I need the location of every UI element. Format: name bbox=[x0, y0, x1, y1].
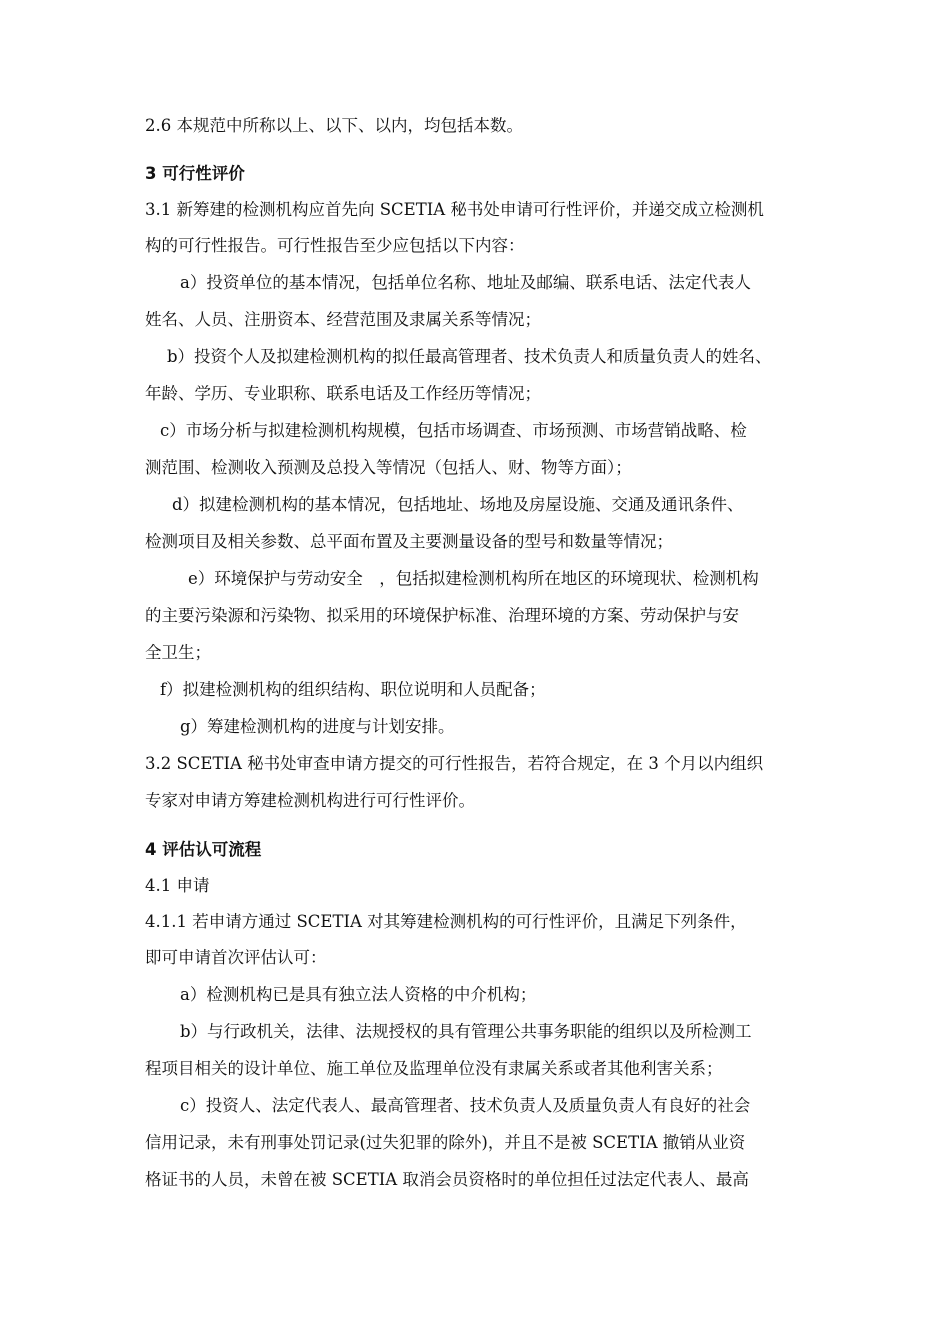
item-a-line-1: a）投资单位的基本情况，包括单位名称、地址及邮编、联系电话、法定代表人 bbox=[180, 273, 751, 292]
clause-3-1-line-1: 3.1 新筹建的检测机构应首先向 SCETIA 秘书处申请可行性评价，并递交成立检测机 bbox=[145, 200, 764, 219]
clause-2-6: 2.6 本规范中所称以上、以下、以内，均包括本数。 bbox=[145, 116, 523, 135]
item-d-line-2: 检测项目及相关参数、总平面布置及主要测量设备的型号和数量等情况； bbox=[145, 532, 673, 551]
item-d-line-1: d）拟建检测机构的基本情况，包括地址、场地及房屋设施、交通及通讯条件、 bbox=[172, 495, 744, 514]
condition-c-line-3: 格证书的人员，未曾在被 SCETIA 取消会员资格时的单位担任过法定代表人、最高 bbox=[145, 1170, 749, 1189]
item-g: g）筹建检测机构的进度与计划安排。 bbox=[180, 717, 455, 736]
item-b-line-1: b）投资个人及拟建检测机构的拟任最高管理者、技术负责人和质量负责人的姓名、 bbox=[167, 347, 772, 366]
clause-3-2-line-2: 专家对申请方筹建检测机构进行可行性评价。 bbox=[145, 791, 475, 810]
clause-4-1-1-line-1: 4.1.1 若申请方通过 SCETIA 对其筹建检测机构的可行性评价，且满足下列条件， bbox=[145, 912, 747, 931]
item-e-line-2: 的主要污染源和污染物、拟采用的环境保护标准、治理环境的方案、劳动保护与安 bbox=[145, 606, 739, 625]
clause-4-1: 4.1 申请 bbox=[145, 876, 210, 895]
section-4-heading: 4 评估认可流程 bbox=[145, 840, 262, 859]
item-c-line-2: 测范围、检测收入预测及总投入等情况（包括人、财、物等方面）； bbox=[145, 458, 632, 477]
condition-b-line-2: 程项目相关的设计单位、施工单位及监理单位没有隶属关系或者其他利害关系； bbox=[145, 1059, 723, 1078]
item-f: f）拟建检测机构的组织结构、职位说明和人员配备； bbox=[160, 680, 546, 699]
clause-4-1-1-line-2: 即可申请首次评估认可： bbox=[145, 948, 327, 967]
section-3-heading: 3 可行性评价 bbox=[145, 164, 245, 183]
condition-c-line-2: 信用记录，未有刑事处罚记录(过失犯罪的除外)，并且不是被 SCETIA 撤销从业资 bbox=[145, 1133, 746, 1152]
clause-3-1-line-2: 构的可行性报告。可行性报告至少应包括以下内容： bbox=[145, 236, 525, 255]
condition-b-line-1: b）与行政机关，法律、法规授权的具有管理公共事务职能的组织以及所检测工 bbox=[180, 1022, 752, 1041]
item-c-line-1: c）市场分析与拟建检测机构规模，包括市场调查、市场预测、市场营销战略、检 bbox=[160, 421, 747, 440]
condition-c-line-1: c）投资人、法定代表人、最高管理者、技术负责人及质量负责人有良好的社会 bbox=[180, 1096, 751, 1115]
item-e-line-1: e）环境保护与劳动安全 ，包括拟建检测机构所在地区的环境现状、检测机构 bbox=[188, 569, 759, 588]
item-b-line-2: 年龄、学历、专业职称、联系电话及工作经历等情况； bbox=[145, 384, 541, 403]
item-e-line-3: 全卫生； bbox=[145, 643, 211, 662]
item-a-line-2: 姓名、人员、注册资本、经营范围及隶属关系等情况； bbox=[145, 310, 541, 329]
condition-a: a）检测机构已是具有独立法人资格的中介机构； bbox=[180, 985, 537, 1004]
clause-3-2-line-1: 3.2 SCETIA 秘书处审查申请方提交的可行性报告，若符合规定，在 3 个月以内组织 bbox=[145, 754, 764, 773]
